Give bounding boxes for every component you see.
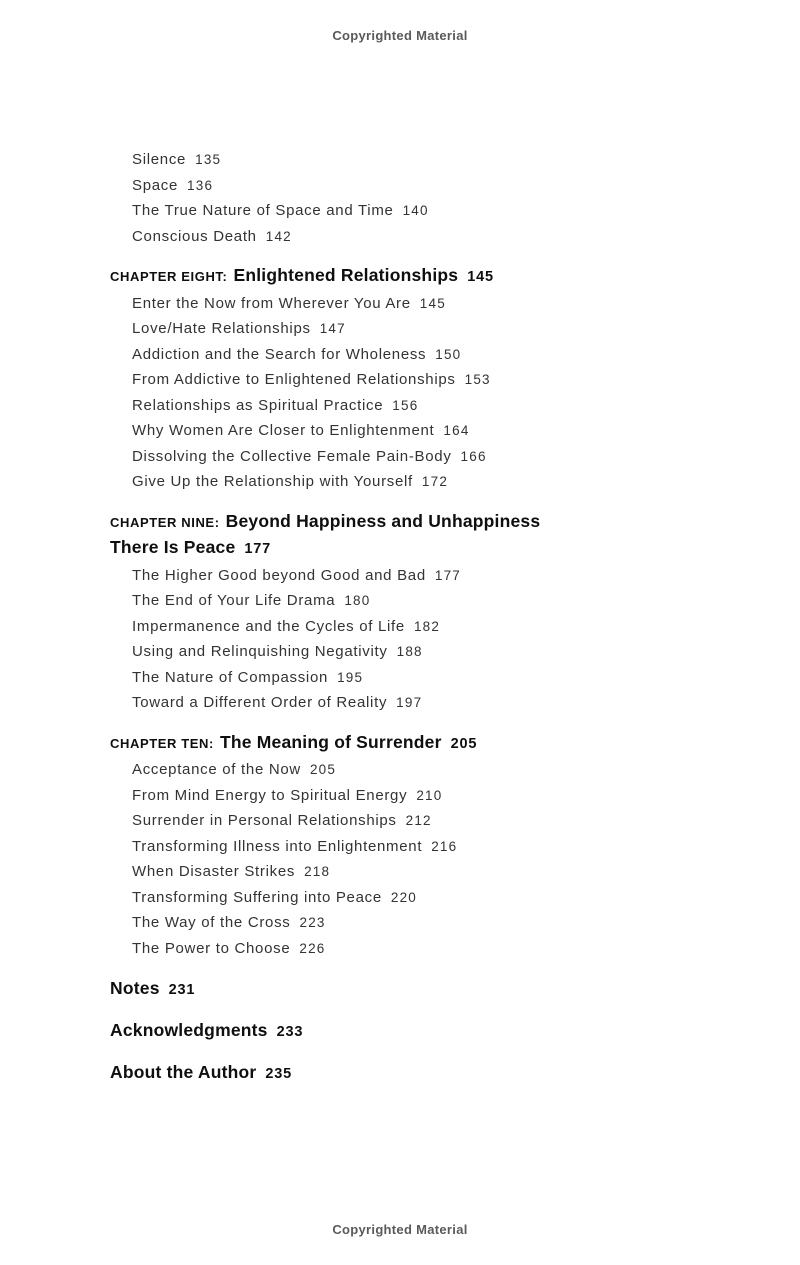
backmatter-page: 235 [265, 1066, 292, 1082]
toc-entry [132, 367, 592, 393]
toc-entry-title: Impermanence and the Cycles of Life [132, 617, 405, 635]
backmatter-acknowledgments [110, 1017, 592, 1045]
toc-entry-page: 223 [299, 915, 326, 930]
toc-entry-page: 188 [396, 644, 423, 659]
toc-entry [132, 418, 592, 444]
toc-entry-page: 172 [421, 474, 449, 489]
toc-entry [132, 936, 592, 962]
toc-entry-page: 197 [396, 695, 423, 710]
toc-entry [132, 291, 592, 317]
chapter-page: 145 [467, 269, 494, 285]
backmatter-page: 231 [168, 982, 196, 998]
toc-entry [132, 393, 592, 419]
toc-entry-title: Why Women Are Closer to Enlightenment [132, 422, 435, 439]
toc-entry-page: 135 [195, 152, 222, 167]
toc-entry-page: 226 [299, 940, 326, 956]
toc-entry-title: When Disaster Strikes [132, 863, 296, 880]
toc-entry [132, 639, 592, 665]
backmatter-title: Notes [110, 978, 160, 998]
toc-entry-page: 210 [416, 787, 443, 803]
toc-entry-title: Conscious Death [132, 227, 257, 245]
toc-entry-page: 180 [344, 593, 371, 608]
toc-entry-title: Transforming Suffering into Peace [132, 888, 382, 906]
toc-entry-page: 205 [309, 762, 337, 777]
toc-entry [132, 563, 592, 589]
toc-entry-title: Dissolving the Collective Female Pain-Body [132, 447, 452, 465]
chapter-label: CHAPTER NINE: [110, 514, 220, 530]
toc-entry [132, 783, 592, 809]
toc-entry-title: The Higher Good beyond Good and Bad [132, 566, 426, 584]
toc-entry-title: Relationships as Spiritual Practice [132, 396, 384, 414]
toc-entry-page: 216 [431, 838, 458, 854]
toc-entry-page: 145 [419, 295, 446, 311]
chapter-heading [110, 263, 592, 291]
toc-entry-title: From Addictive to Enlightened Relationships [132, 371, 456, 388]
toc-entry [132, 469, 592, 495]
toc-entry-page: 218 [304, 864, 331, 879]
toc-entry-title: The Power to Choose [132, 939, 291, 957]
copyright-notice-bottom: Copyrighted Material [332, 1222, 468, 1237]
toc-entry-title: Using and Relinquishing Negativity [132, 643, 388, 660]
toc-entry-page: 156 [392, 397, 419, 413]
chapter-title: Beyond Happiness and Unhappiness There Is Peace [110, 510, 541, 557]
toc-entry-page: 164 [443, 423, 470, 438]
toc-entry [132, 342, 592, 368]
toc-entry [132, 588, 592, 614]
toc-entry-title: Silence [132, 151, 187, 168]
toc-entry-page: 153 [464, 372, 491, 387]
toc-entry-title: From Mind Energy to Spiritual Energy [132, 786, 408, 804]
chapter-page: 177 [244, 541, 271, 557]
toc-entry [132, 808, 592, 834]
toc-entry-title: Give Up the Relationship with Yourself [132, 473, 413, 490]
toc-entry-page: 212 [405, 813, 432, 828]
chapter-title: The Meaning of Surrender [219, 731, 442, 752]
toc-entry-page: 150 [435, 346, 462, 362]
chapter-page: 205 [450, 735, 478, 752]
toc-entry [132, 757, 592, 783]
toc-entry [132, 834, 592, 860]
toc-entry [132, 885, 592, 911]
chapter-entries [132, 757, 592, 961]
chapter-label: CHAPTER EIGHT: [110, 269, 228, 284]
toc-entry-title: Acceptance of the Now [132, 761, 301, 778]
toc-entry [132, 910, 592, 936]
toc-entry-page: 140 [402, 203, 429, 218]
backmatter-title: About the Author [110, 1062, 257, 1082]
toc-entry-page: 177 [434, 567, 461, 583]
toc-entry [132, 224, 592, 250]
chapter-title: Enlightened Relationships [233, 265, 459, 285]
toc-entry [132, 444, 592, 470]
toc-entry [132, 173, 592, 199]
backmatter-page: 233 [276, 1024, 304, 1040]
toc-entry [132, 859, 592, 885]
copyright-notice-top: Copyrighted Material [332, 28, 468, 43]
toc-entry-title: Transforming Illness into Enlightenment [132, 837, 423, 855]
backmatter-title: Acknowledgments [110, 1020, 268, 1040]
chapter-entries [132, 291, 592, 495]
table-of-contents [110, 147, 592, 1087]
toc-entry-title: Enter the Now from Wherever You Are [132, 294, 411, 312]
toc-entry-page: 220 [390, 889, 418, 905]
toc-lead-entries [132, 147, 592, 249]
toc-entry [132, 147, 592, 173]
toc-entry-page: 136 [187, 177, 214, 193]
chapter-entries [132, 563, 592, 716]
toc-entry-title: Love/Hate Relationships [132, 320, 311, 337]
toc-entry-title: The End of Your Life Drama [132, 592, 336, 609]
toc-entry-title: Space [132, 176, 179, 194]
chapter-label: CHAPTER TEN: [110, 735, 214, 751]
chapter-heading [110, 509, 592, 563]
backmatter-notes [110, 975, 592, 1003]
toc-entry-title: The True Nature of Space and Time [132, 202, 394, 219]
toc-entry-title: Addiction and the Search for Wholeness [132, 345, 427, 363]
toc-entry [132, 316, 592, 342]
toc-entry-title: Toward a Different Order of Reality [132, 694, 388, 711]
toc-entry-page: 166 [460, 448, 487, 464]
toc-entry-page: 182 [413, 618, 441, 634]
toc-entry-page: 142 [265, 228, 292, 244]
toc-entry [132, 198, 592, 224]
toc-entry [132, 614, 592, 640]
toc-entry-page: 195 [337, 669, 364, 685]
toc-entry [132, 665, 592, 691]
toc-entry-page: 147 [319, 321, 346, 336]
toc-entry-title: Surrender in Personal Relationships [132, 812, 397, 829]
toc-entry-title: The Nature of Compassion [132, 668, 329, 686]
toc-entry-title: The Way of the Cross [132, 914, 291, 931]
toc-entry [132, 690, 592, 716]
chapter-heading [110, 730, 592, 758]
backmatter-about-the-author [110, 1059, 592, 1087]
